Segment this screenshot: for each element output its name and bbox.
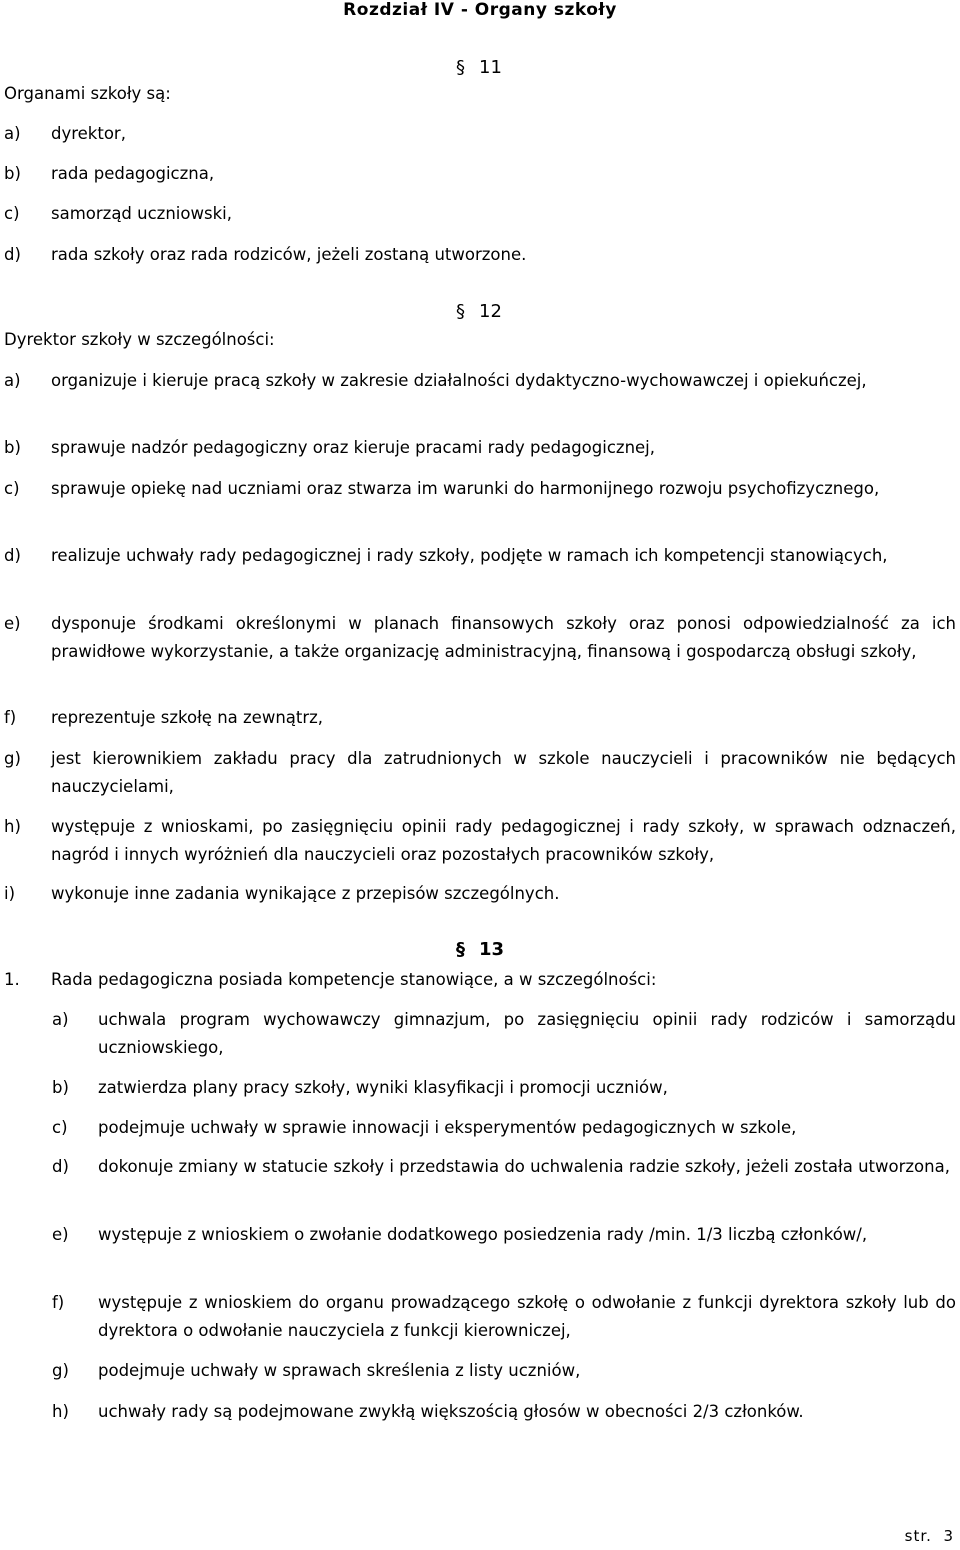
list-item <box>52 1114 956 1142</box>
item-label: e) <box>4 614 21 633</box>
list-item <box>52 1153 956 1181</box>
list-item <box>4 610 956 666</box>
item-label: b) <box>52 1078 69 1097</box>
item-label: d) <box>4 245 21 264</box>
item-label: b) <box>4 438 21 457</box>
list-item <box>52 1398 956 1426</box>
item-label: i) <box>4 884 16 903</box>
section-heading-11 <box>456 54 502 82</box>
item-text: zatwierdza plany pracy szkoły, wyniki klasyfikacji i promocji uczniów, <box>98 1078 668 1097</box>
item-text: występuje z wnioskami, po zasięgnięciu opinii rady pedagogicznej i rady szkoły, w sprawach odznaczeń, nagród i innych wyróżnień dla nauczycieli oraz pozostałych pracowników szkoły, <box>51 817 956 864</box>
item-label: d) <box>52 1157 69 1176</box>
section-heading-13 <box>456 936 504 964</box>
item-label: h) <box>4 817 21 836</box>
page-number: 3 <box>943 1527 954 1545</box>
list-item <box>52 1006 956 1062</box>
list-item <box>4 745 956 801</box>
item-text: organizuje i kieruje pracą szkoły w zakresie działalności dydaktyczno-wychowawczej i opiekuńczej, <box>51 371 867 390</box>
item-text: podejmuje uchwały w sprawie innowacji i eksperymentów pedagogicznych w szkole, <box>98 1118 797 1137</box>
list-item <box>4 200 956 228</box>
page-footer <box>905 1522 954 1550</box>
item-label: a) <box>4 371 21 390</box>
item-label: c) <box>4 479 20 498</box>
item-label: h) <box>52 1402 69 1421</box>
item-text: realizuje uchwały rady pedagogicznej i rady szkoły, podjęte w ramach ich kompetencji stanowiących, <box>51 546 888 565</box>
item-text: samorząd uczniowski, <box>51 204 232 223</box>
item-label: g) <box>52 1361 69 1380</box>
item-text: dyrektor, <box>51 124 126 143</box>
list-item <box>4 880 956 908</box>
item-text: reprezentuje szkołę na zewnątrz, <box>51 708 324 727</box>
item-label: a) <box>4 124 21 143</box>
item-label: e) <box>52 1225 69 1244</box>
section-number: 11 <box>479 57 502 78</box>
item-text: jest kierownikiem zakładu pracy dla zatrudnionych w szkole nauczycieli i pracowników nie będących nauczycielami, <box>51 749 956 796</box>
list-item <box>52 1221 956 1249</box>
item-text: sprawuje opiekę nad uczniami oraz stwarza im warunki do harmonijnego rozwoju psychofizycznego, <box>51 479 880 498</box>
intro-label: 1. <box>4 970 20 989</box>
list-item <box>4 120 956 148</box>
item-text: dokonuje zmiany w statucie szkoły i przedstawia do uchwalenia radzie szkoły, jeżeli została utworzona, <box>98 1157 950 1176</box>
section-heading-12 <box>456 298 502 326</box>
section-intro <box>4 966 956 994</box>
list-item <box>52 1289 956 1345</box>
item-text: sprawuje nadzór pedagogiczny oraz kieruje pracami rady pedagogicznej, <box>51 438 656 457</box>
item-text: występuje z wnioskiem o zwołanie dodatkowego posiedzenia rady /min. 1/3 liczbą członków/, <box>98 1225 868 1244</box>
item-label: c) <box>52 1118 68 1137</box>
item-text: występuje z wnioskiem do organu prowadzącego szkołę o odwołanie z funkcji dyrektora szkoły lub do dyrektora o odwołanie nauczyciela z funkcji kierowniczej, <box>98 1293 956 1340</box>
list-item <box>4 241 956 269</box>
item-label: d) <box>4 546 21 565</box>
list-item <box>4 542 956 570</box>
page-label: str. <box>904 1527 932 1545</box>
intro-text: Rada pedagogiczna posiada kompetencje stanowiące, a w szczególności: <box>51 970 657 989</box>
item-label: a) <box>52 1010 69 1029</box>
list-item <box>4 367 956 395</box>
list-item <box>4 160 956 188</box>
section-sign-icon: § <box>456 57 465 78</box>
item-label: c) <box>4 204 20 223</box>
section-intro: Dyrektor szkoły w szczególności: <box>4 330 275 349</box>
item-text: uchwala program wychowawczy gimnazjum, po zasięgnięciu opinii rady rodziców i samorządu uczniowskiego, <box>98 1010 956 1057</box>
item-label: g) <box>4 749 21 768</box>
list-item <box>4 813 956 869</box>
chapter-title: Rozdział IV - Organy szkoły <box>343 0 617 20</box>
item-text: rada pedagogiczna, <box>51 164 215 183</box>
list-item <box>4 704 956 732</box>
list-item <box>52 1357 956 1385</box>
item-text: podejmuje uchwały w sprawach skreślenia z listy uczniów, <box>98 1361 581 1380</box>
section-sign-icon: § <box>456 939 465 960</box>
section-sign-icon: § <box>456 301 465 322</box>
item-text: uchwały rady są podejmowane zwykłą większością głosów w obecności 2/3 członków. <box>98 1402 804 1421</box>
item-label: b) <box>4 164 21 183</box>
section-number: 12 <box>479 301 502 322</box>
list-item <box>52 1074 956 1102</box>
section-number: 13 <box>479 939 505 960</box>
list-item <box>4 434 956 462</box>
item-text: rada szkoły oraz rada rodziców, jeżeli zostaną utworzone. <box>51 245 527 264</box>
item-text: dysponuje środkami określonymi w planach finansowych szkoły oraz ponosi odpowiedzialność za ich prawidłowe wykorzystanie, a także organizację administracyjną, finansową i gospodarczą obsługi szkoły, <box>51 614 956 661</box>
item-label: f) <box>4 708 17 727</box>
item-label: f) <box>52 1293 65 1312</box>
item-text: wykonuje inne zadania wynikające z przepisów szczególnych. <box>51 884 560 903</box>
list-item <box>4 475 956 503</box>
section-intro: Organami szkoły są: <box>4 84 171 103</box>
